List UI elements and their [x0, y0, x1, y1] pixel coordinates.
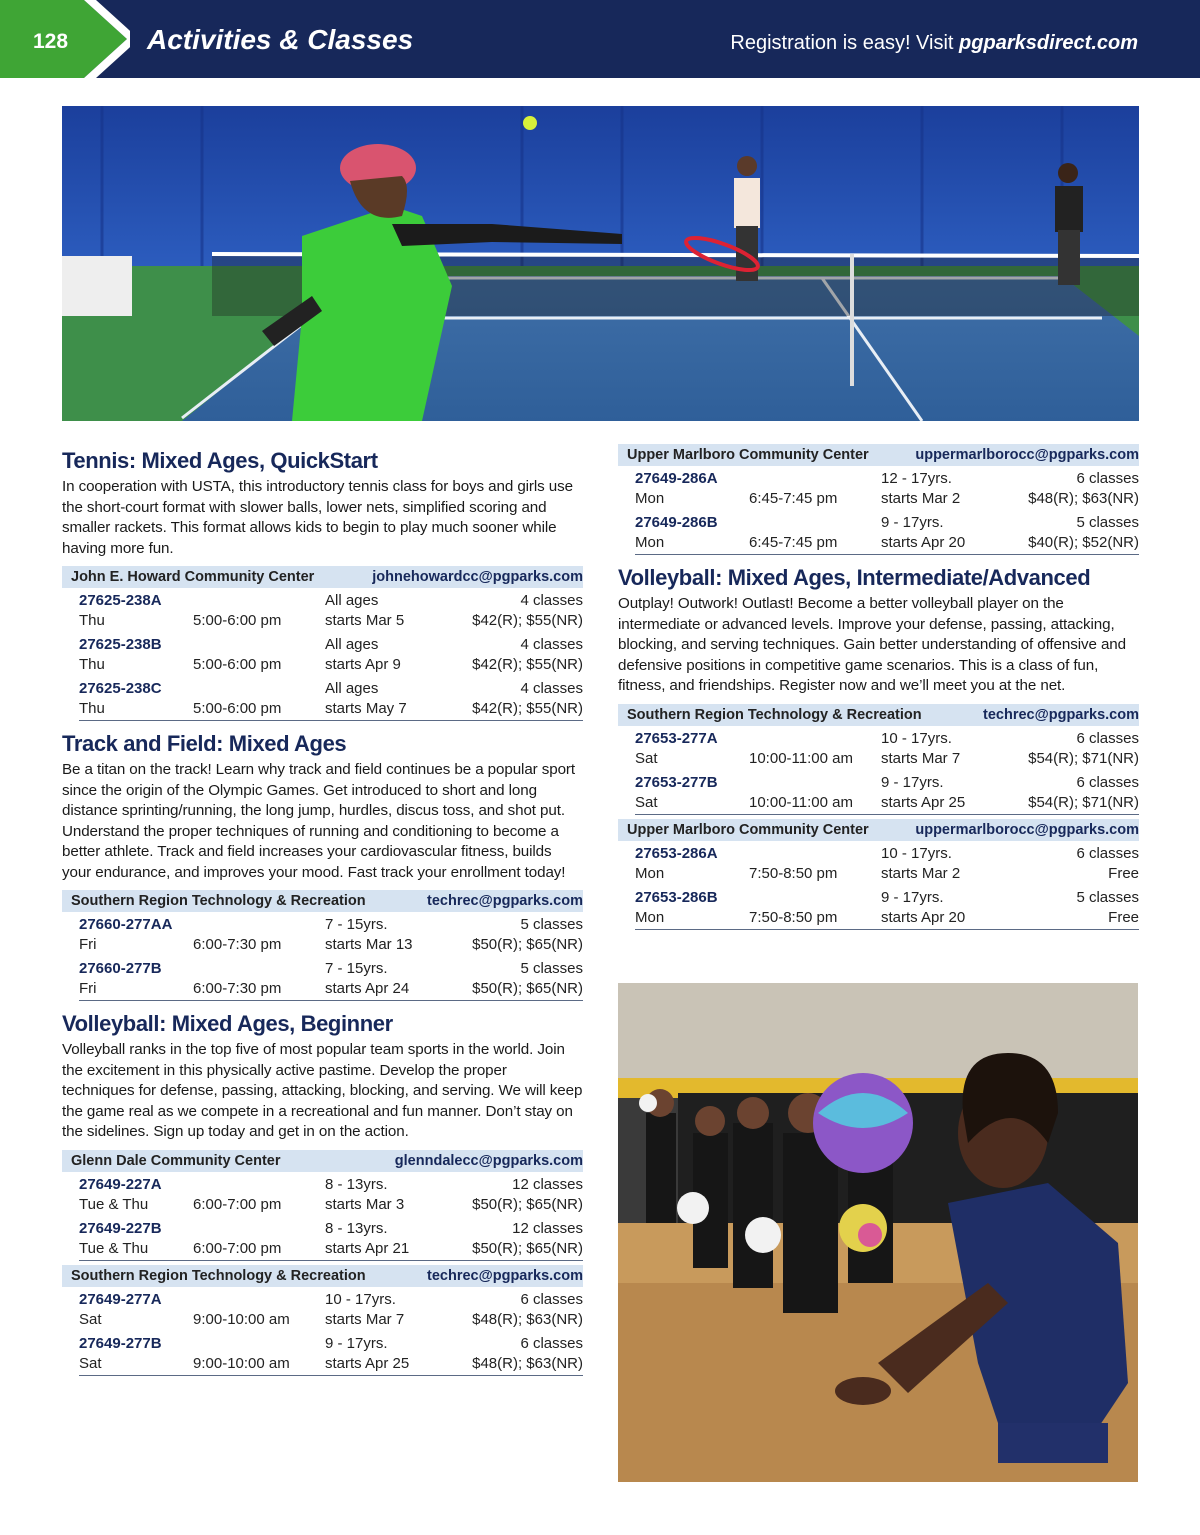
session-class-count: 6 classes	[520, 1290, 583, 1308]
session-time: 6:00-7:30 pm	[193, 936, 282, 953]
session-time: 6:45-7:45 pm	[749, 490, 838, 507]
session-time: 10:00-11:00 am	[749, 749, 853, 767]
course-title: Volleyball: Mixed Ages, Intermediate/Advanced	[618, 565, 1091, 590]
session-row-bottom	[79, 935, 583, 955]
session-age: 9 - 17yrs.	[881, 514, 944, 531]
session-day: Sat	[79, 1310, 102, 1328]
session-spacer	[749, 773, 881, 793]
course-code[interactable]: 27660-277B	[79, 960, 162, 977]
session-row-bottom	[79, 699, 583, 719]
session-spacer	[193, 1219, 325, 1239]
course-block	[618, 565, 1139, 930]
session-day: Tue & Thu	[79, 1195, 149, 1213]
session-spacer	[193, 1334, 325, 1354]
tennis-photo	[62, 106, 1139, 421]
session-time: 6:45-7:45 pm	[749, 534, 838, 551]
session-spacer	[749, 513, 881, 533]
session-row-bottom	[635, 793, 1139, 813]
session-row-bottom	[635, 749, 1139, 769]
session-spacer	[193, 1290, 325, 1310]
session-row-top	[635, 773, 1139, 793]
session-spacer	[193, 591, 325, 611]
session-day: Mon	[635, 864, 665, 882]
session-start: starts Mar 2	[881, 490, 961, 507]
session-row-bottom	[79, 1310, 583, 1330]
session-time: 5:00-6:00 pm	[193, 700, 282, 717]
session-fee: $48(R); $63(NR)	[472, 1354, 583, 1372]
session-list	[635, 841, 1139, 930]
session-start: starts Mar 7	[325, 1310, 405, 1328]
session-list	[79, 588, 583, 721]
session-row-bottom	[635, 489, 1139, 509]
course-description: Be a titan on the track! Learn why track and field continues be a popular sport since the origin of the Olympic Games. Get introduced to short and long distance sprinting/running, the long jump, hurdles, discus toss, and shot put. Understand the proper techniques of running and conditioning to become a better athlete. Track and field increases your cardiovascular fitness, builds your endurance, and improves your mood. Fast track your enrollment today!	[62, 761, 576, 881]
session-start: starts Mar 3	[325, 1195, 405, 1213]
session-spacer	[749, 844, 881, 864]
session-start: starts Mar 2	[881, 864, 961, 882]
session-day: Mon	[635, 490, 665, 507]
location-name: Upper Marlboro Community Center	[627, 447, 869, 463]
registration-banner	[730, 32, 1138, 55]
session-item	[635, 466, 1139, 510]
course-code[interactable]: 27653-277B	[635, 773, 718, 791]
session-row-bottom	[79, 611, 583, 631]
session-day: Thu	[79, 700, 105, 717]
session-start: starts Mar 5	[325, 612, 405, 629]
session-item	[79, 1172, 583, 1216]
session-day: Thu	[79, 612, 105, 629]
session-row-bottom	[79, 1239, 583, 1259]
session-start: starts May 7	[325, 700, 407, 717]
session-spacer	[193, 959, 325, 979]
session-row-bottom	[635, 533, 1139, 553]
session-item	[635, 770, 1139, 814]
session-row-top	[79, 959, 583, 979]
session-fee: $54(R); $71(NR)	[1028, 749, 1139, 767]
session-fee: $50(R); $65(NR)	[472, 936, 583, 953]
session-day: Fri	[79, 980, 97, 997]
session-day: Thu	[79, 656, 105, 673]
session-class-count: 5 classes	[520, 960, 583, 977]
course-title: Volleyball: Mixed Ages, Beginner	[62, 1011, 393, 1036]
session-day: Tue & Thu	[79, 1239, 149, 1257]
session-item	[79, 1287, 583, 1331]
course-title: Track and Field: Mixed Ages	[62, 731, 347, 756]
session-row-top	[79, 635, 583, 655]
left-column	[62, 448, 583, 1386]
session-age: 9 - 17yrs.	[881, 888, 944, 906]
session-item	[635, 885, 1139, 929]
session-age: All ages	[325, 592, 379, 609]
course-code[interactable]: 27653-277A	[635, 729, 718, 747]
session-class-count: 6 classes	[1076, 470, 1139, 487]
course-code[interactable]: 27649-227A	[79, 1175, 162, 1193]
course-description: Volleyball ranks in the top five of most popular team sports in the world. Join the excitement in this physically active pastime. Develop the proper techniques for defense, passing, attacking, blocking, and serving. We will keep the game real as we compete in a recreational and fun manner. Don’t stay on the sidelines. Sign up today and get in on the action.	[62, 1041, 583, 1140]
course-code[interactable]: 27649-286A	[635, 470, 718, 487]
session-day: Fri	[79, 936, 97, 953]
session-item	[79, 632, 583, 676]
course-block	[62, 731, 583, 1001]
session-age: 10 - 17yrs.	[881, 729, 952, 747]
session-list	[635, 726, 1139, 815]
session-class-count: 5 classes	[520, 916, 583, 933]
course-code[interactable]: 27649-286B	[635, 514, 718, 531]
location-name: Glenn Dale Community Center	[71, 1152, 281, 1169]
session-time: 5:00-6:00 pm	[193, 656, 282, 673]
course-code[interactable]: 27660-277AA	[79, 916, 173, 933]
page-number: 128	[33, 30, 69, 53]
session-day: Mon	[635, 534, 665, 551]
session-class-count: 4 classes	[520, 636, 583, 653]
session-start: starts Mar 7	[881, 749, 961, 767]
session-day: Sat	[635, 793, 658, 811]
session-list	[635, 466, 1139, 555]
page-header	[0, 0, 1200, 78]
session-item	[79, 676, 583, 720]
session-age: 8 - 13yrs.	[325, 1175, 388, 1193]
session-age: 7 - 15yrs.	[325, 960, 388, 977]
session-spacer	[193, 915, 325, 935]
session-row-top	[79, 1290, 583, 1310]
session-time: 10:00-11:00 am	[749, 793, 853, 811]
session-spacer	[193, 1175, 325, 1195]
location-name: John E. Howard Community Center	[71, 569, 315, 585]
session-row-top	[635, 513, 1139, 533]
session-item	[635, 510, 1139, 554]
volleyball-photo	[618, 983, 1138, 1482]
session-time: 6:00-7:30 pm	[193, 980, 282, 997]
location-header	[618, 444, 1139, 466]
course-code[interactable]: 27625-238B	[79, 636, 162, 653]
session-spacer	[749, 469, 881, 489]
session-start: starts Apr 24	[325, 980, 410, 997]
session-start: starts Apr 20	[881, 534, 966, 551]
location-email-link[interactable]: techrec@pgparks.com	[983, 706, 1139, 723]
session-item	[79, 1331, 583, 1375]
course-block	[62, 448, 583, 721]
session-age: All ages	[325, 636, 379, 653]
session-spacer	[193, 679, 325, 699]
course-description: Outplay! Outwork! Outlast! Become a better volleyball player on the intermediate or advanced levels. Improve your defense, passing, attacking, blocking, and serving techniques. Gain better understanding of offensive and defensive positions in competitive game scenarios. This is a class of fun, fitness, and friendships. Register now and we’ll meet you at the net.	[618, 595, 1126, 694]
session-fee: $48(R); $63(NR)	[472, 1310, 583, 1328]
location-email-link[interactable]: techrec@pgparks.com	[427, 1267, 583, 1284]
session-spacer	[193, 635, 325, 655]
session-list	[79, 1287, 583, 1376]
registration-text: Registration is easy! Visit	[730, 32, 960, 54]
session-fee: $50(R); $65(NR)	[472, 1195, 583, 1213]
session-class-count: 5 classes	[1076, 514, 1139, 531]
session-age: 9 - 17yrs.	[881, 773, 944, 791]
location-email-link[interactable]: glenndalecc@pgparks.com	[394, 1152, 583, 1169]
session-start: starts Apr 20	[881, 908, 966, 926]
session-day: Mon	[635, 908, 665, 926]
session-day: Sat	[79, 1354, 102, 1372]
location-header	[62, 1265, 583, 1287]
location-name: Southern Region Technology & Recreation	[71, 1267, 366, 1284]
session-fee: $50(R); $65(NR)	[472, 1239, 583, 1257]
course-title: Tennis: Mixed Ages, QuickStart	[62, 448, 378, 473]
session-item	[635, 726, 1139, 770]
session-row-bottom	[79, 1195, 583, 1215]
session-time: 6:00-7:00 pm	[193, 1195, 282, 1213]
session-class-count: 6 classes	[520, 1334, 583, 1352]
session-spacer	[749, 888, 881, 908]
session-class-count: 12 classes	[512, 1175, 583, 1193]
course-code[interactable]: 27653-286A	[635, 844, 718, 862]
session-item	[79, 588, 583, 632]
session-class-count: 4 classes	[520, 680, 583, 697]
location-header	[62, 890, 583, 912]
session-age: 12 - 17yrs.	[881, 470, 952, 487]
session-fee: Free	[1108, 908, 1139, 926]
session-fee: $48(R); $63(NR)	[1028, 490, 1139, 507]
session-row-top	[79, 915, 583, 935]
session-start: starts Mar 13	[325, 936, 413, 953]
course-code[interactable]: 27625-238C	[79, 680, 162, 697]
session-row-top	[79, 1334, 583, 1354]
session-item	[79, 912, 583, 956]
session-start: starts Apr 25	[325, 1354, 410, 1372]
session-row-bottom	[635, 908, 1139, 928]
session-list	[79, 912, 583, 1001]
session-time: 7:50-8:50 pm	[749, 864, 838, 882]
session-age: All ages	[325, 680, 379, 697]
session-day: Sat	[635, 749, 658, 767]
location-header	[62, 1150, 583, 1172]
session-time: 7:50-8:50 pm	[749, 908, 838, 926]
session-row-top	[635, 729, 1139, 749]
session-row-top	[79, 679, 583, 699]
session-age: 8 - 13yrs.	[325, 1219, 388, 1237]
session-age: 9 - 17yrs.	[325, 1334, 388, 1352]
session-start: starts Apr 25	[881, 793, 966, 811]
location-email-link[interactable]: techrec@pgparks.com	[427, 893, 583, 909]
session-fee: $40(R); $52(NR)	[1028, 534, 1139, 551]
location-header	[618, 819, 1139, 841]
session-time: 6:00-7:00 pm	[193, 1239, 282, 1257]
session-row-top	[635, 469, 1139, 489]
session-row-bottom	[79, 1354, 583, 1374]
location-email-link[interactable]: johnehowardcc@pgparks.com	[372, 569, 583, 585]
registration-link[interactable]: pgparksdirect.com	[959, 32, 1138, 54]
session-fee: $50(R); $65(NR)	[472, 980, 583, 997]
course-code[interactable]: 27625-238A	[79, 592, 162, 609]
session-item	[79, 1216, 583, 1260]
session-start: starts Apr 21	[325, 1239, 410, 1257]
session-fee: Free	[1108, 864, 1139, 882]
session-time: 5:00-6:00 pm	[193, 612, 282, 629]
session-age: 7 - 15yrs.	[325, 916, 388, 933]
session-item	[79, 956, 583, 1000]
session-class-count: 6 classes	[1076, 844, 1139, 862]
course-block	[62, 1011, 583, 1376]
section-title: Activities & Classes	[147, 24, 414, 55]
session-row-bottom	[79, 979, 583, 999]
session-row-top	[635, 888, 1139, 908]
session-class-count: 6 classes	[1076, 729, 1139, 747]
session-time: 9:00-10:00 am	[193, 1310, 290, 1328]
session-list	[79, 1172, 583, 1261]
right-column	[618, 444, 1139, 940]
session-item	[635, 841, 1139, 885]
session-row-bottom	[635, 864, 1139, 884]
course-description: In cooperation with USTA, this introductory tennis class for boys and girls use the short-court format with slower balls, lower nets, simplified scoring and smaller rackets. This format allows kids to begin to play much sooner while having more fun.	[62, 478, 573, 557]
location-name: Upper Marlboro Community Center	[627, 821, 869, 838]
session-class-count: 12 classes	[512, 1219, 583, 1237]
course-code[interactable]: 27649-277A	[79, 1290, 162, 1308]
session-fee: $42(R); $55(NR)	[472, 700, 583, 717]
session-class-count: 6 classes	[1076, 773, 1139, 791]
session-class-count: 5 classes	[1076, 888, 1139, 906]
session-row-top	[635, 844, 1139, 864]
course-code[interactable]: 27649-277B	[79, 1334, 162, 1352]
session-row-bottom	[79, 655, 583, 675]
session-row-top	[79, 1175, 583, 1195]
session-fee: $42(R); $55(NR)	[472, 656, 583, 673]
location-email-link[interactable]: uppermarlborocc@pgparks.com	[915, 447, 1139, 463]
session-time: 9:00-10:00 am	[193, 1354, 290, 1372]
location-header	[618, 704, 1139, 726]
session-fee: $42(R); $55(NR)	[472, 612, 583, 629]
session-age: 10 - 17yrs.	[881, 844, 952, 862]
session-row-top	[79, 591, 583, 611]
course-code[interactable]: 27649-227B	[79, 1219, 162, 1237]
location-name: Southern Region Technology & Recreation	[627, 706, 922, 723]
session-fee: $54(R); $71(NR)	[1028, 793, 1139, 811]
session-row-top	[79, 1219, 583, 1239]
session-age: 10 - 17yrs.	[325, 1290, 396, 1308]
session-class-count: 4 classes	[520, 592, 583, 609]
course-code[interactable]: 27653-286B	[635, 888, 718, 906]
location-name: Southern Region Technology & Recreation	[71, 893, 366, 909]
location-email-link[interactable]: uppermarlborocc@pgparks.com	[915, 821, 1139, 838]
location-header	[62, 566, 583, 588]
course-block	[618, 444, 1139, 555]
session-spacer	[749, 729, 881, 749]
session-start: starts Apr 9	[325, 656, 401, 673]
